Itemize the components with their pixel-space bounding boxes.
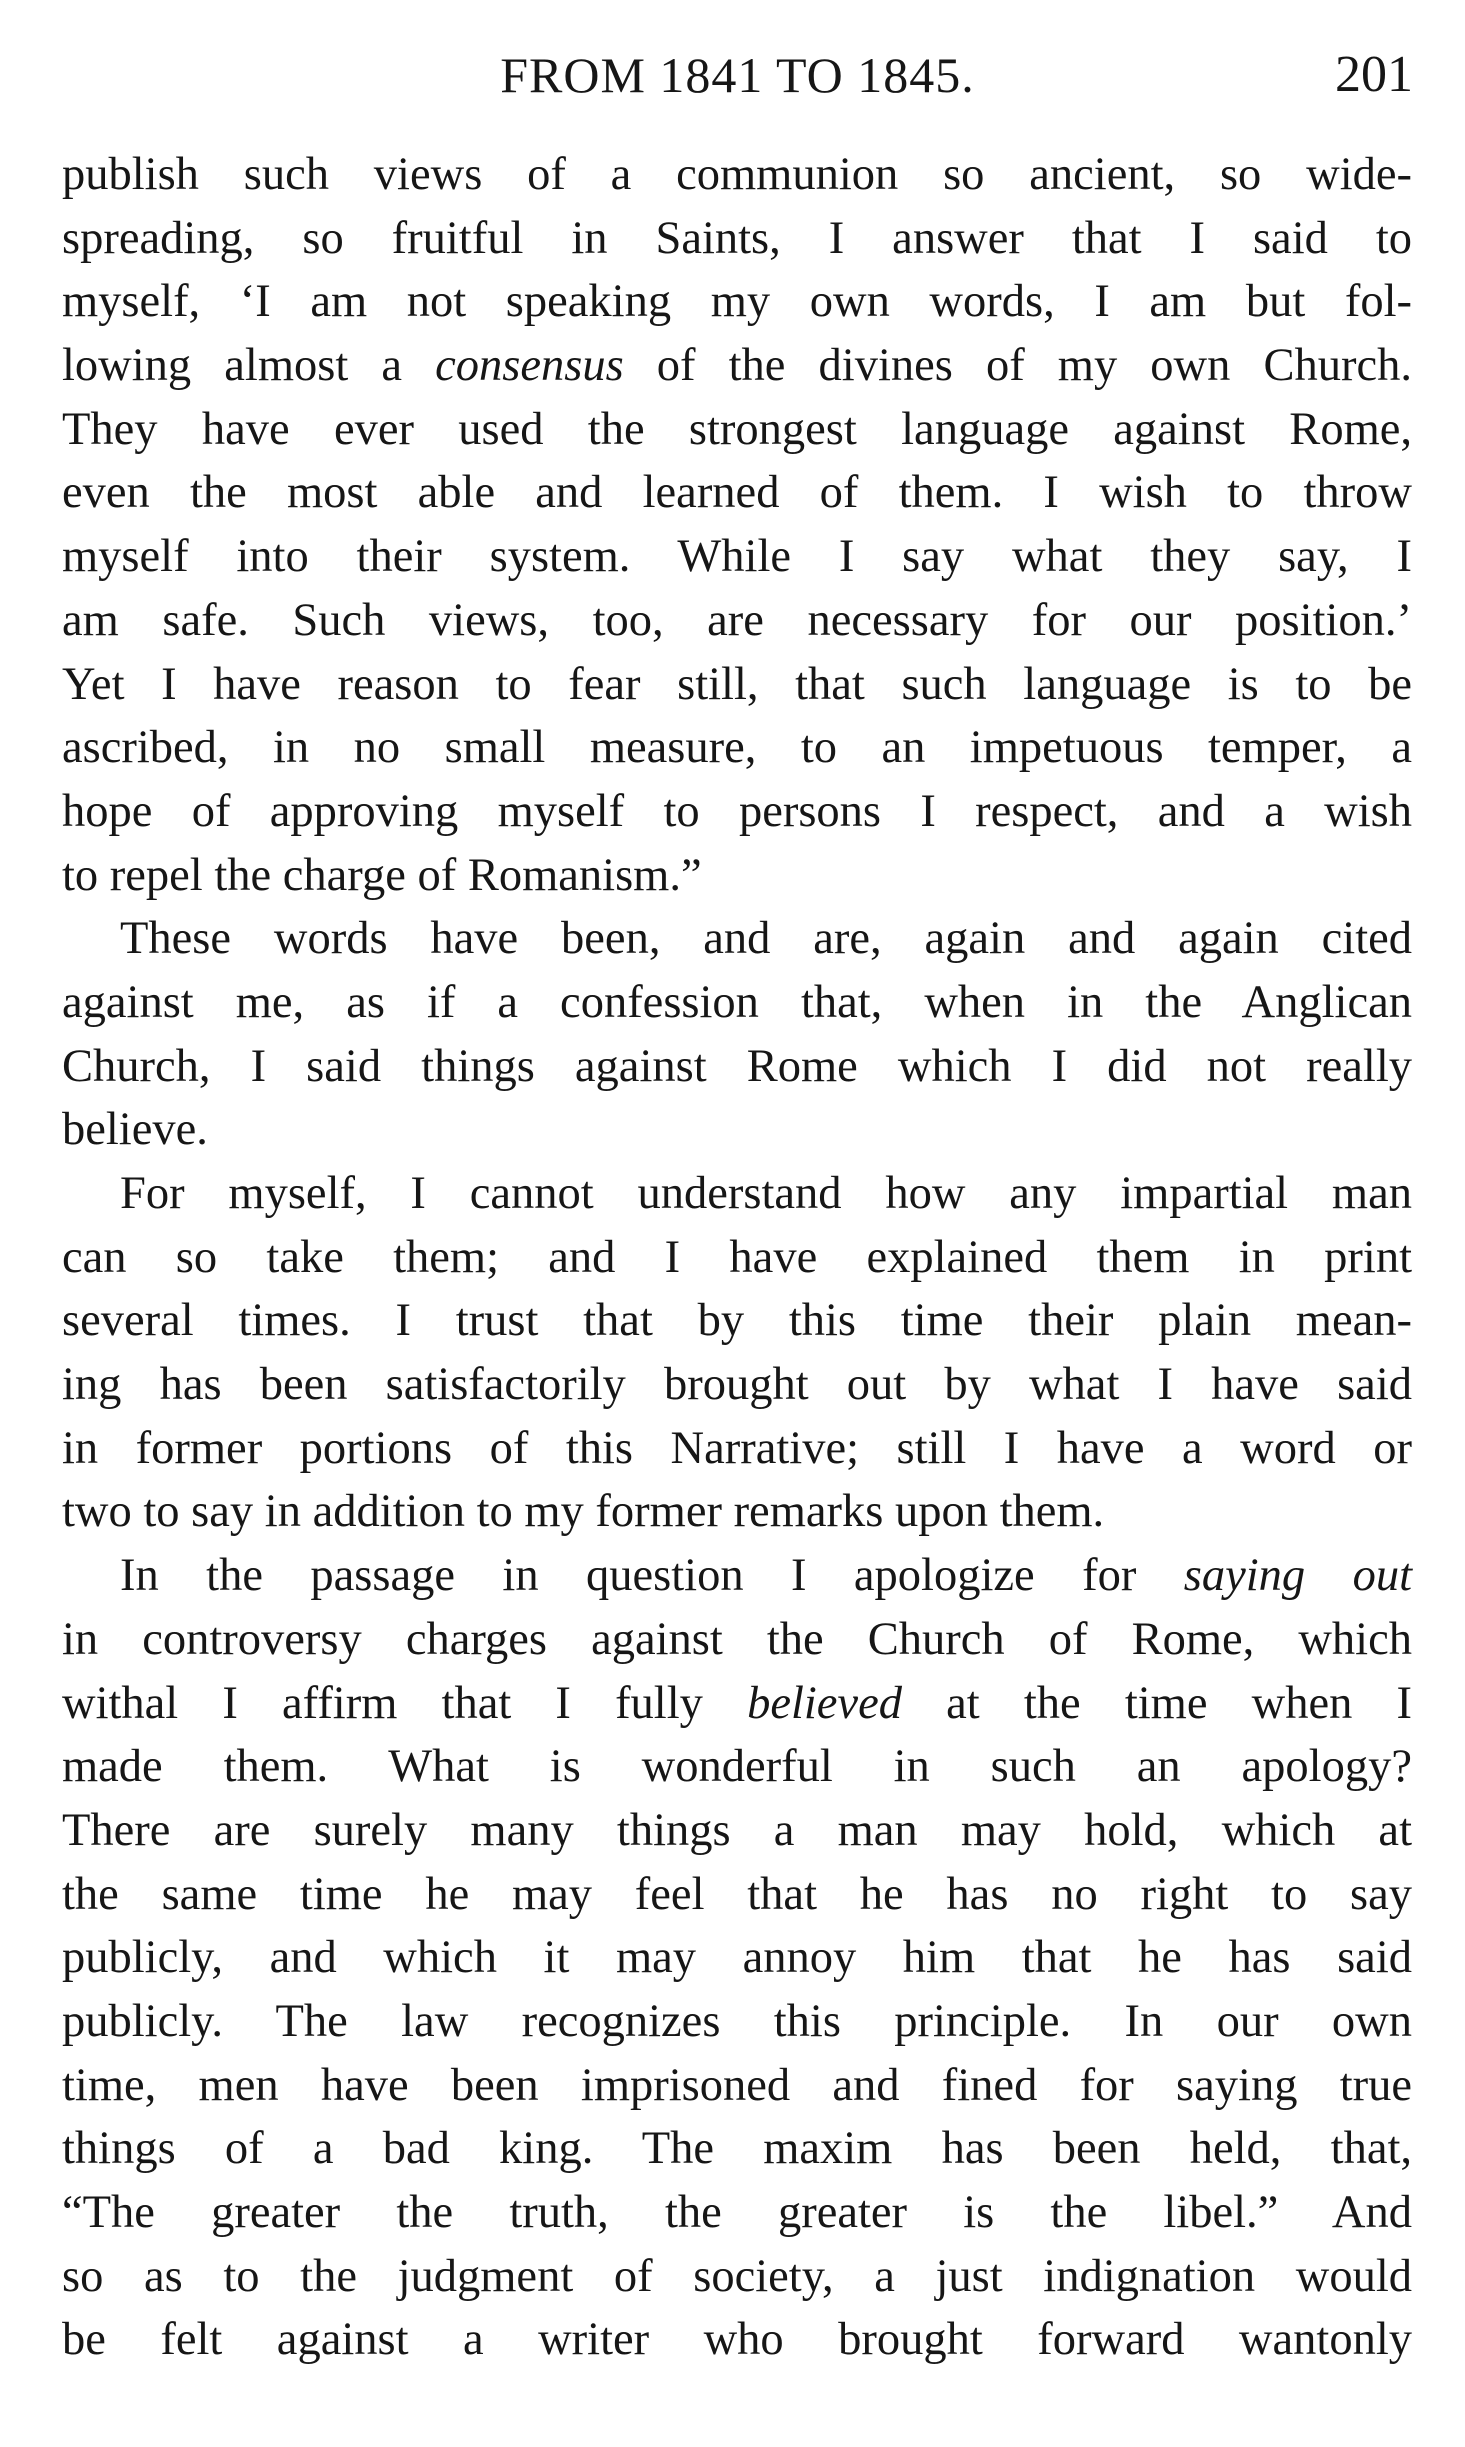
text-line: to repel the charge of Romanism.” — [62, 849, 702, 901]
text-line: even the most able and learned of them. I wish to throw — [62, 467, 1412, 519]
text-line: believe. — [62, 1104, 208, 1156]
text-line: in controversy charges against the Church of Rome, which — [62, 1613, 1412, 1665]
text-line: ing has been satisfactorily brought out by what I have said — [62, 1359, 1412, 1411]
text-line: against me, as if a confession that, when in the Anglican — [62, 976, 1412, 1028]
text-line: two to say in addition to my former remarks upon them. — [62, 1486, 1105, 1538]
text-line: “The greater the truth, the greater is the libel.” And — [62, 2187, 1412, 2238]
text-line: myself into their system. While I say what they say, I — [62, 531, 1412, 583]
paragraph — [62, 1162, 1412, 1544]
paragraph — [62, 143, 1412, 907]
text-line: For myself, I cannot understand how any impartial man — [120, 1168, 1412, 1219]
page-number: 201 — [1335, 46, 1413, 103]
text-line: so as to the judgment of society, a just indignation would — [62, 2250, 1412, 2302]
text-line: made them. What is wonderful in such an apology? — [62, 1741, 1412, 1793]
text-line: publish such views of a communion so ancient, so wide- — [62, 149, 1412, 200]
text-line: spreading, so fruitful in Saints, I answer that I said to — [62, 212, 1412, 264]
text-line: Yet I have reason to fear still, that such language is to be — [62, 658, 1412, 710]
text-line: Church, I said things against Rome which I did not really — [62, 1040, 1412, 1092]
text-line: withal I affirm that I fully believed at the time when I — [62, 1677, 1412, 1729]
text-line: publicly, and which it may annoy him that he has said — [62, 1932, 1412, 1984]
text-line: They have ever used the strongest language against Rome, — [62, 403, 1412, 455]
paragraph — [62, 1544, 1412, 2372]
text-line: the same time he may feel that he has no right to say — [62, 1868, 1412, 1920]
running-title: FROM 1841 TO 1845. — [500, 47, 975, 103]
text-line: hope of approving myself to persons I respect, and a wish — [62, 785, 1412, 837]
text-line: In the passage in question I apologize for saying out — [120, 1550, 1412, 1602]
text-line: There are surely many things a man may hold, which at — [62, 1804, 1412, 1856]
text-line: These words have been, and are, again and again cited — [120, 913, 1412, 965]
paragraph — [62, 907, 1412, 1162]
text-line: am safe. Such views, too, are necessary for our position.’ — [62, 594, 1412, 646]
text-line: myself, ‘I am not speaking my own words, I am but fol- — [62, 276, 1412, 328]
text-line: can so take them; and I have explained them in print — [62, 1231, 1412, 1283]
text-line: ascribed, in no small measure, to an impetuous temper, a — [62, 722, 1412, 774]
text-line: be felt against a writer who brought forward wantonly — [62, 2314, 1412, 2366]
text-line: several times. I trust that by this time their plain mean- — [62, 1295, 1412, 1347]
text-line: time, men have been imprisoned and fined for saying true — [62, 2059, 1412, 2111]
body-text — [62, 143, 1412, 2372]
text-line: publicly. The law recognizes this principle. In our own — [62, 1995, 1412, 2047]
text-line: things of a bad king. The maxim has been held, that, — [62, 2123, 1412, 2175]
text-line: lowing almost a consensus of the divines of my own Church. — [62, 340, 1412, 392]
text-line: in former portions of this Narrative; still I have a word or — [62, 1422, 1412, 1474]
page-header — [62, 40, 1413, 110]
